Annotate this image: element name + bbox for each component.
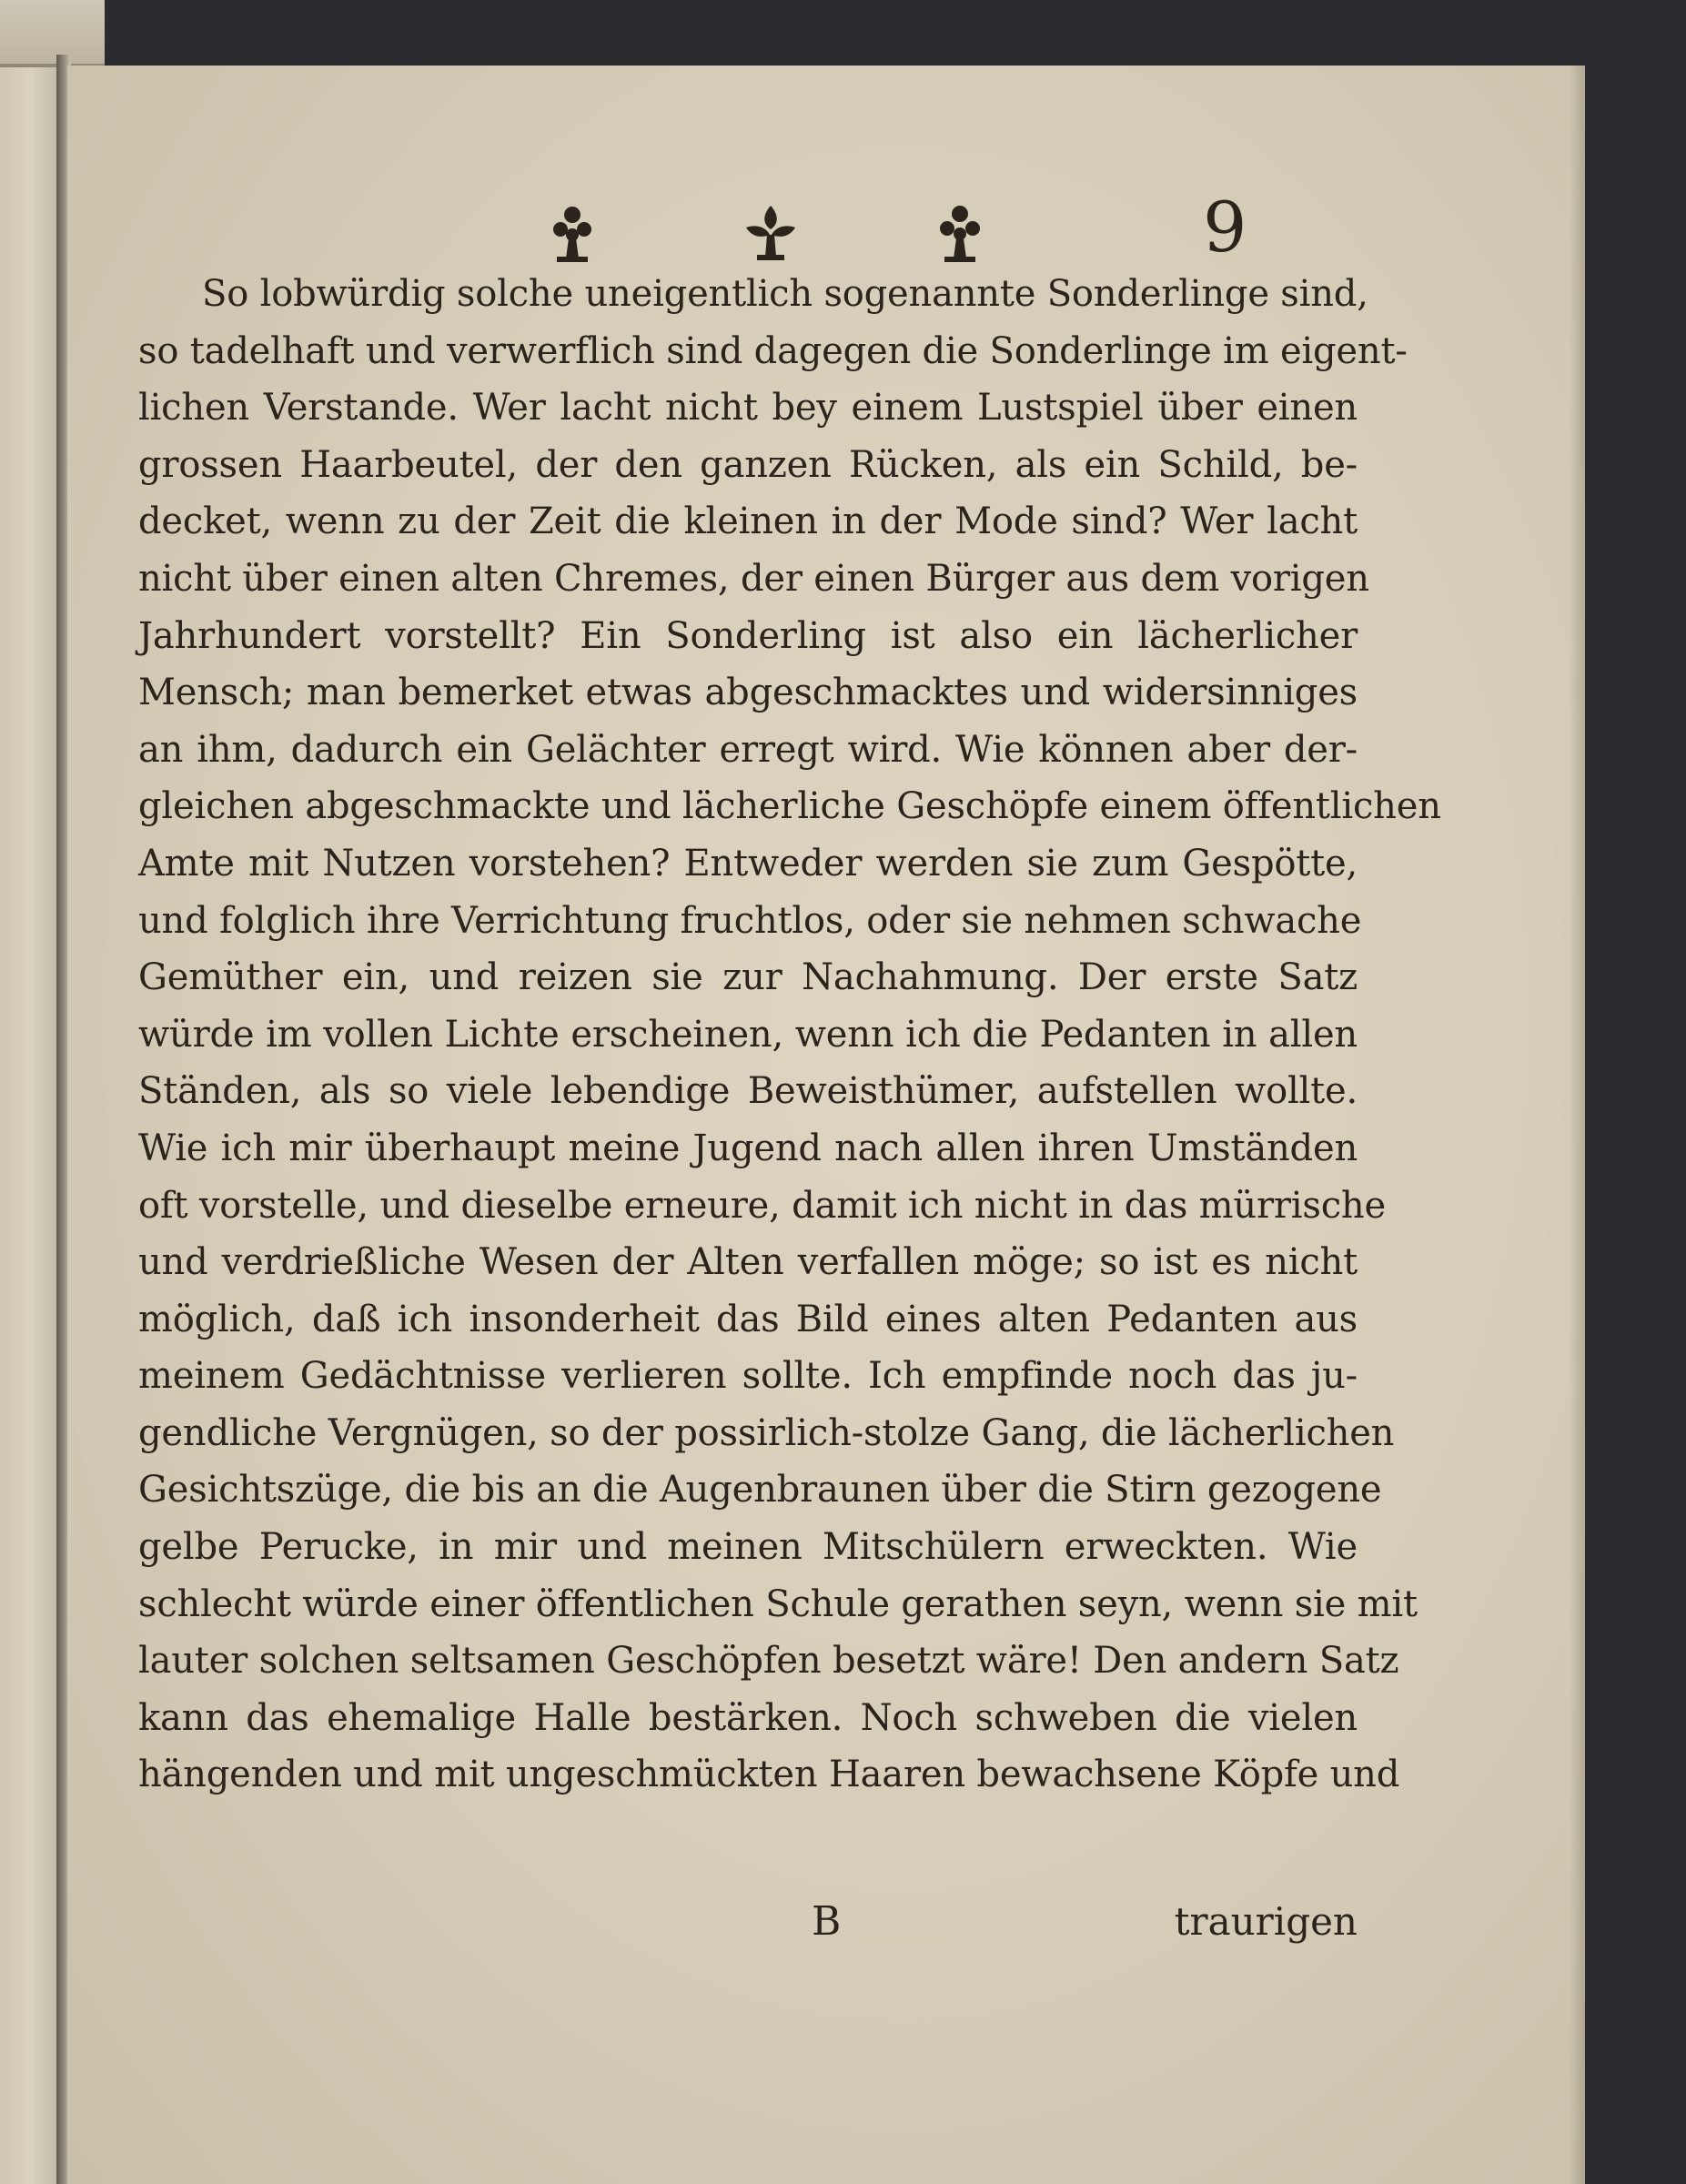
book-page [67, 66, 1585, 2184]
signature-mark: B [812, 1898, 842, 1945]
text-line: würde im vollen Lichte erscheinen, wenn ich die Pedanten in allen [138, 1013, 1358, 1056]
text-line: grossen Haarbeutel, der den ganzen Rücken, als ein Schild, be- [138, 443, 1358, 486]
text-line: Jahrhundert vorstellt? Ein Sonderling ist also ein lächerlicher [138, 614, 1358, 657]
text-line: lauter solchen seltsamen Geschöpfen besetzt wäre! Den andern Satz [138, 1640, 1399, 1683]
text-line: decket, wenn zu der Zeit die kleinen in der Mode sind? Wer lacht [138, 500, 1358, 543]
text-line: Gesichtszüge, die bis an die Augenbraunen über die Stirn gezogene [138, 1469, 1382, 1512]
text-line: und verdrießliche Wesen der Alten verfallen möge; so ist es nicht [138, 1241, 1358, 1284]
body-text [138, 266, 1441, 1804]
page-header [67, 138, 1585, 268]
text-line: Mensch; man bemerket etwas abgeschmacktes und widersinniges [138, 672, 1358, 714]
text-line: So lobwürdig solche uneigentlich sogenannte Sonderlinge sind, [202, 273, 1368, 315]
text-line: kann das ehemalige Halle bestärken. Noch schweben die vielen [138, 1696, 1358, 1739]
text-line: Gemüther ein, und reizen sie zur Nachahmung. Der erste Satz [138, 956, 1358, 999]
text-line: Wie ich mir überhaupt meine Jugend nach allen ihren Umständen [138, 1127, 1358, 1169]
previous-page-edge [0, 0, 64, 2184]
text-line: nicht über einen alten Chremes, der einen Bürger aus dem vorigen [138, 557, 1369, 600]
text-line: möglich, daß ich insonderheit das Bild eines alten Pedanten aus [138, 1298, 1358, 1340]
page-number: 9 [1203, 187, 1247, 268]
catchword: traurigen [1174, 1899, 1358, 1944]
text-line: lichen Verstande. Wer lacht nicht bey einem Lustspiel über einen [138, 387, 1358, 430]
text-line: gelbe Perucke, in mir und meinen Mitschülern erweckten. Wie [138, 1526, 1358, 1569]
text-line: gendliche Vergnügen, so der possirlich-stolze Gang, die lächerlichen [138, 1411, 1395, 1454]
text-line: und folglich ihre Verrichtung fruchtlos, oder sie nehmen schwache [138, 899, 1362, 942]
text-line: Ständen, als so viele lebendige Beweisthümer, aufstellen wollte. [138, 1070, 1358, 1113]
text-line: meinem Gedächtnisse verlieren sollte. Ich empfinde noch das ju- [138, 1355, 1358, 1398]
text-line: an ihm, dadurch ein Gelächter erregt wird. Wie können aber der- [138, 728, 1358, 771]
previous-page-corner [0, 0, 105, 67]
fleuron-icon [928, 202, 992, 266]
text-line: schlecht würde einer öffentlichen Schule gerathen seyn, wenn sie mit [138, 1582, 1418, 1625]
text-line: so tadelhaft und verwerflich sind dagegen die Sonderlinge im eigent- [138, 329, 1408, 372]
page-footer [138, 1890, 1358, 1954]
text-line: oft vorstelle, und dieselbe erneure, damit ich nicht in das mürrische [138, 1184, 1386, 1227]
text-line: gleichen abgeschmackte und lächerliche Geschöpfe einem öffentlichen [138, 785, 1441, 828]
fleuron-icon [739, 202, 803, 266]
fleuron-icon [540, 202, 604, 266]
text-line: Amte mit Nutzen vorstehen? Entweder werden sie zum Gespötte, [138, 842, 1358, 885]
text-line: hängenden und mit ungeschmückten Haaren bewachsene Köpfe und [138, 1754, 1400, 1796]
